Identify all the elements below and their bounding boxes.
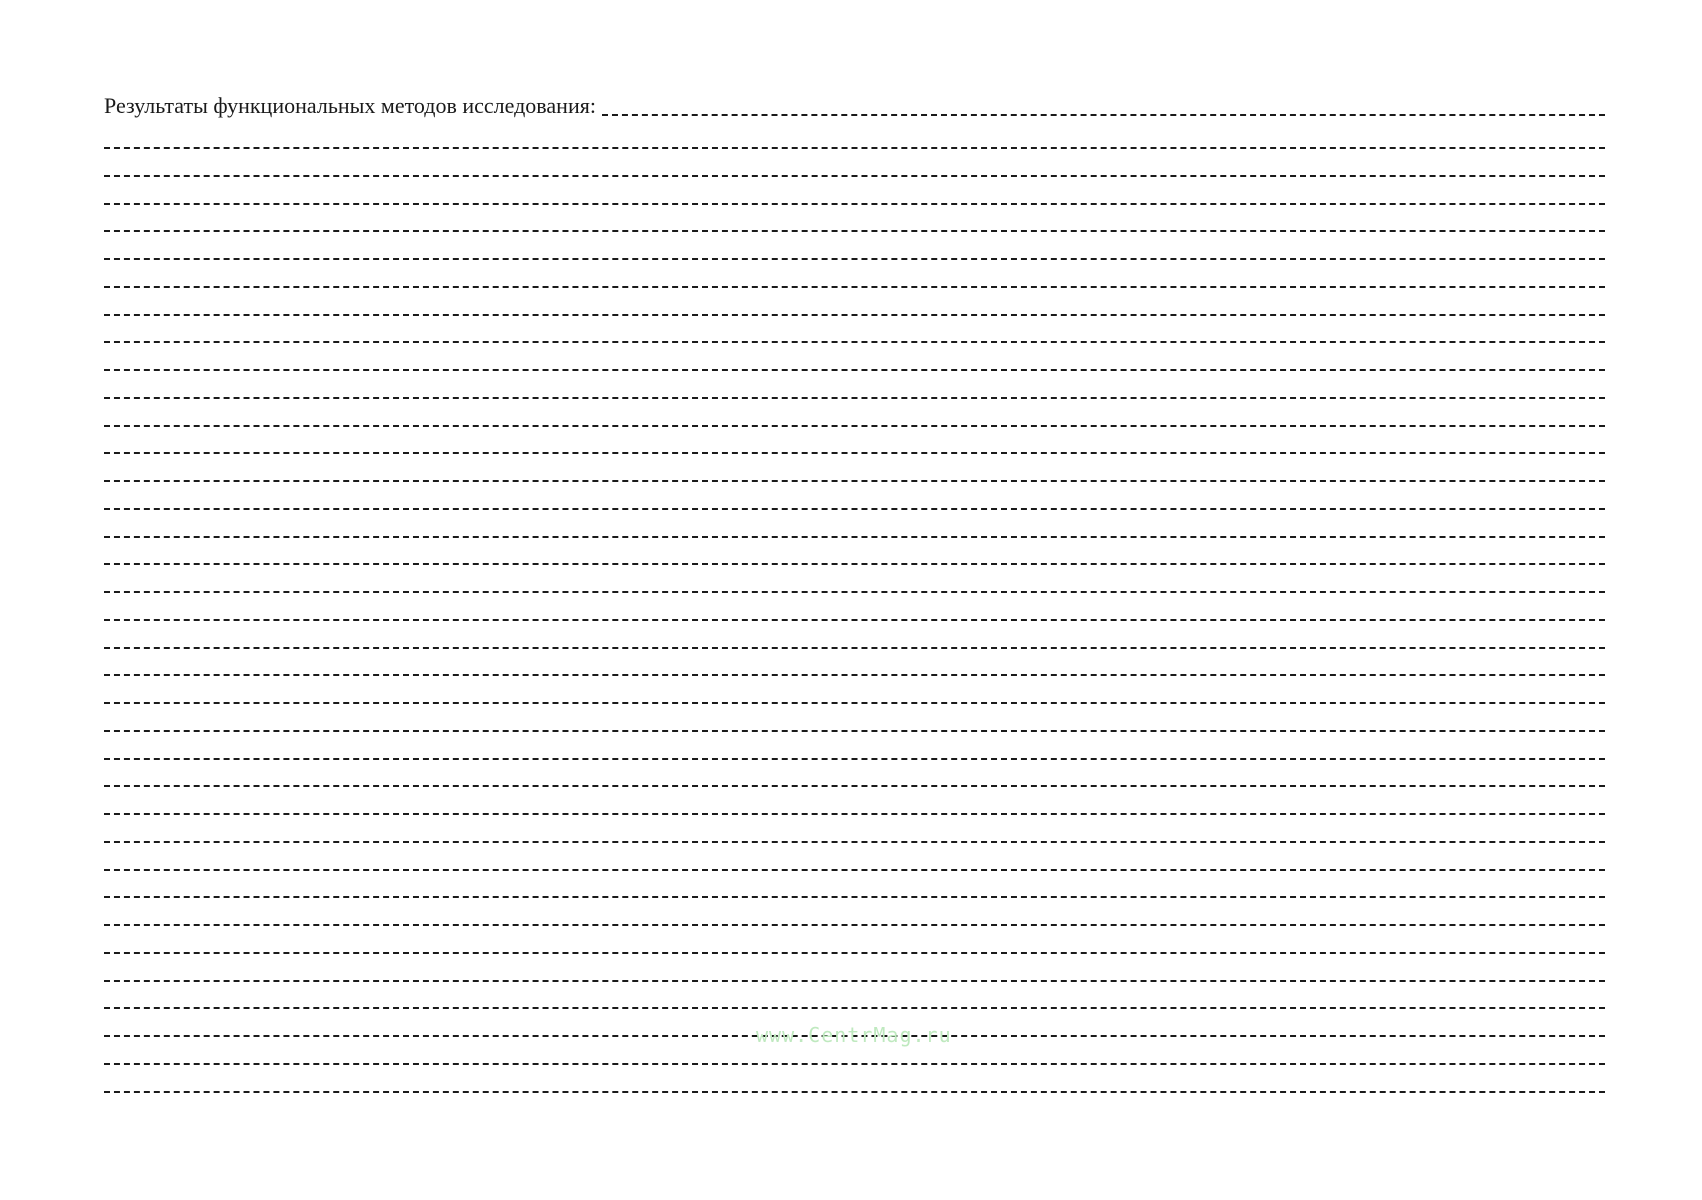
form-title-row (104, 88, 1605, 122)
write-line[interactable] (104, 924, 1605, 926)
write-line[interactable] (104, 480, 1605, 482)
form-title: Результаты функциональных методов исследования: (104, 93, 596, 118)
write-line[interactable] (104, 508, 1605, 510)
write-line[interactable] (104, 980, 1605, 982)
write-line[interactable] (104, 896, 1605, 898)
write-line[interactable] (104, 952, 1605, 954)
write-line[interactable] (104, 647, 1605, 649)
write-line[interactable] (104, 425, 1605, 427)
write-line[interactable] (104, 730, 1605, 732)
write-line[interactable] (104, 314, 1605, 316)
write-line[interactable] (104, 230, 1605, 232)
write-line[interactable] (104, 536, 1605, 538)
write-line[interactable] (104, 869, 1605, 871)
write-line[interactable] (104, 758, 1605, 760)
write-line[interactable] (104, 369, 1605, 371)
write-line[interactable] (104, 1091, 1605, 1093)
write-line[interactable] (104, 147, 1605, 149)
write-line[interactable] (104, 203, 1605, 205)
write-line[interactable] (104, 286, 1605, 288)
write-line[interactable] (104, 341, 1605, 343)
write-line[interactable] (104, 619, 1605, 621)
write-line[interactable] (104, 397, 1605, 399)
write-line[interactable] (104, 674, 1605, 676)
write-line[interactable] (104, 702, 1605, 704)
write-line[interactable] (104, 1063, 1605, 1065)
write-line[interactable] (104, 785, 1605, 787)
write-line[interactable] (104, 591, 1605, 593)
watermark-text: www.CentrMag.ru (756, 1023, 952, 1047)
title-fill-line[interactable] (602, 114, 1605, 116)
write-line[interactable] (104, 813, 1605, 815)
write-line[interactable] (104, 841, 1605, 843)
write-line[interactable] (104, 563, 1605, 565)
write-line[interactable] (104, 258, 1605, 260)
write-line[interactable] (104, 175, 1605, 177)
write-line[interactable] (104, 1007, 1605, 1009)
write-line[interactable] (104, 452, 1605, 454)
